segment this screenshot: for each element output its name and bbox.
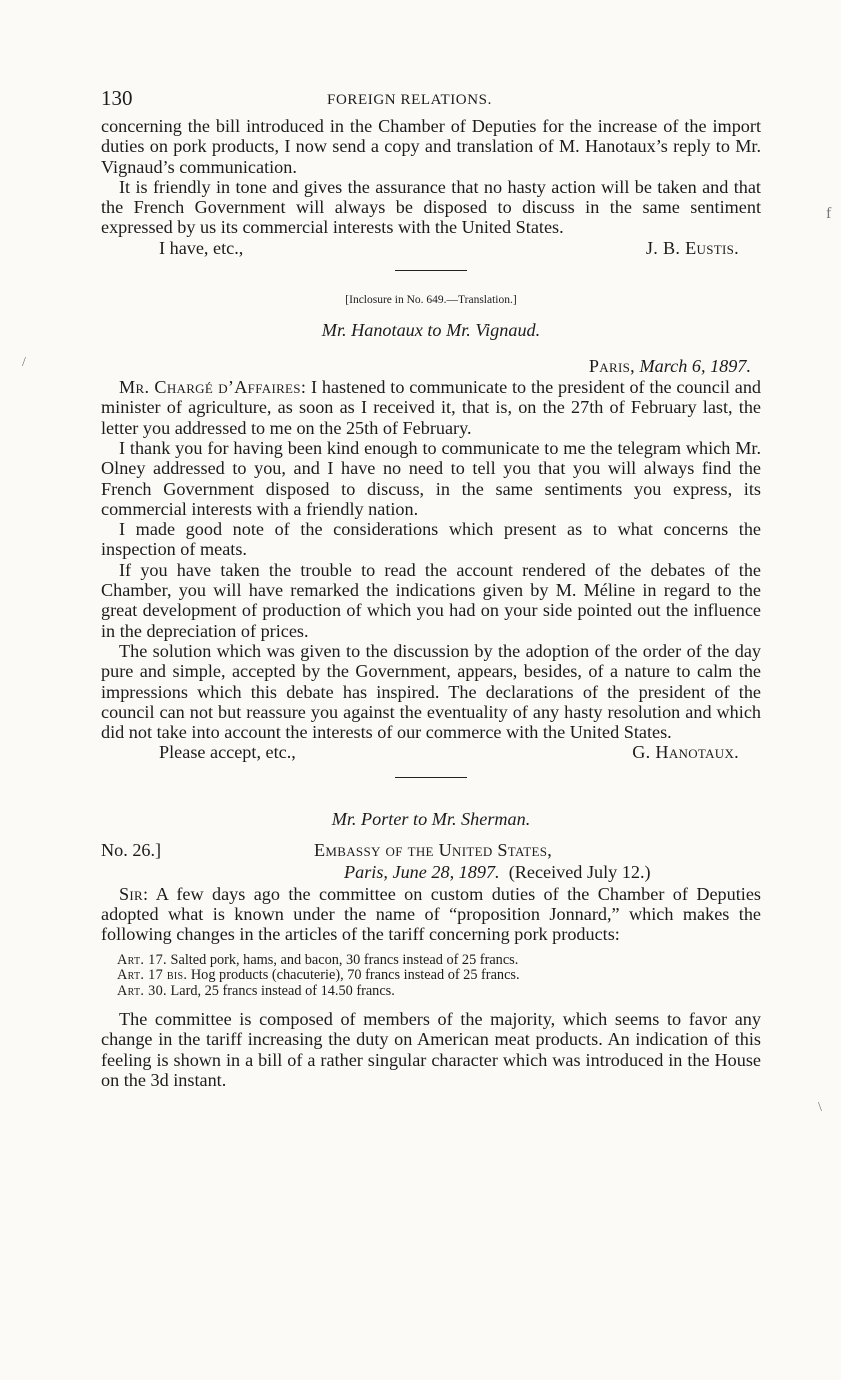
margin-mark: / — [22, 355, 26, 370]
dateline — [101, 355, 761, 377]
signature: G. Hanotaux. — [632, 742, 739, 763]
article-label: Art. 17. — [117, 951, 167, 968]
letter-heading: Mr. Porter to Mr. Sherman. — [331, 808, 531, 829]
paragraph — [101, 377, 761, 438]
letter-porter — [101, 808, 761, 1091]
running-head: FOREIGN RELATIONS. — [327, 92, 492, 108]
page-number: 130 — [101, 86, 133, 110]
article-text: Lard, 25 francs instead of 14.50 francs. — [170, 982, 395, 999]
paragraph: concerning the bill introduced in the Chamber of Deputies for the increase of the import duties on pork products, I now send a copy and translation of M. Hanotaux’s reply to Mr. Vignaud’s communication. — [101, 116, 761, 177]
dateline-date: Paris, June 28, 1897. — [344, 861, 500, 882]
closing-line — [101, 238, 761, 258]
paragraph-text: I hastened to communicate to the president of the council and minister of agriculture, as soon as I received it, that is, on the 27th of February last, the letter you addressed to me on the 25th of February. — [101, 377, 762, 438]
salutation: Mr. Chargé d’Affaires: — [119, 377, 307, 398]
paragraph: It is friendly in tone and gives the assurance that no hasty action will be taken and that the French Government will always be disposed to discuss in the same sentiment expressed by us its commercial interests with the United States. — [101, 176, 761, 238]
page-header — [101, 80, 761, 116]
embassy-header — [101, 840, 761, 884]
paragraph: The solution which was given to the discussion by the adoption of the order of the day pure and simple, accepted by the Government, appears, besides, of a nature to calm the impressions which this debate has inspired. The declarations of the president of the council can not but reassure you against the eventuality of any hasty resolution and which did not take into account the interests of our commerce with the United States. — [101, 640, 761, 743]
signature: J. B. Eustis. — [645, 237, 739, 258]
letter-heading: Mr. Hanotaux to Mr. Vignaud. — [321, 320, 541, 341]
tariff-article — [117, 953, 761, 969]
tariff-article — [117, 968, 761, 984]
received-date: (Received July 12.) — [508, 861, 651, 882]
article-label: Art. 17 bis. — [117, 967, 188, 984]
closing-line — [101, 742, 761, 762]
dateline-date: March 6, 1897. — [639, 356, 751, 377]
paragraph: If you have taken the trouble to read the account rendered of the debates of the Chamber, you will have remarked the indications given by M. Méline in regard to the great development of production of which you had on your side pointed out the influence in the depreciation of prices. — [101, 559, 761, 641]
dateline-place: Paris, — [588, 356, 635, 377]
tariff-articles — [101, 953, 761, 1000]
paragraph: I made good note of the considerations which present as to what concerns the inspection of meats. — [101, 519, 761, 560]
margin-mark: \ — [818, 1100, 822, 1115]
paragraph — [101, 884, 761, 945]
closing-phrase: I have, etc., — [159, 237, 244, 258]
margin-mark: f — [826, 205, 832, 222]
tariff-article — [117, 984, 761, 1000]
dispatch-number: No. 26.] — [101, 839, 162, 860]
paragraph-text: A few days ago the committee on custom duties of the Chamber of Deputies adopted what is known under the name of “proposition Jonnard,” which makes the following changes in the articles of the tariff concerning pork products: — [101, 883, 762, 945]
closing-phrase: Please accept, etc., — [159, 742, 296, 763]
salutation: Sir: — [119, 883, 149, 904]
document-page — [101, 80, 761, 1090]
article-text: Hog products (chacuterie), 70 francs instead of 25 francs. — [190, 967, 520, 984]
embassy-name: Embassy of the United States, — [314, 839, 553, 860]
inclosure-letter — [101, 293, 761, 763]
paragraph: The committee is composed of members of the majority, which seems to favor any change in the tariff increasing the duty on American meat products. An indication of this feeling is shown in a bill of a rather singular character which was introduced in the House on the 3d instant. — [101, 1009, 761, 1090]
article-text: Salted pork, hams, and bacon, 30 francs instead of 25 francs. — [170, 951, 519, 968]
embassy-dateline — [344, 862, 651, 883]
article-label: Art. 30. — [117, 982, 167, 999]
inclosure-note: [Inclosure in No. 649.—Translation.] — [345, 294, 517, 307]
paragraph: I thank you for having been kind enough to communicate to me the telegram which Mr. Olney addressed to you, and I have no need to tell you that you will always find the French Government disposed to discuss, in the same sentiments you express, its commercial interests with a friendly nation. — [101, 437, 761, 519]
letter-eustis — [101, 116, 761, 258]
